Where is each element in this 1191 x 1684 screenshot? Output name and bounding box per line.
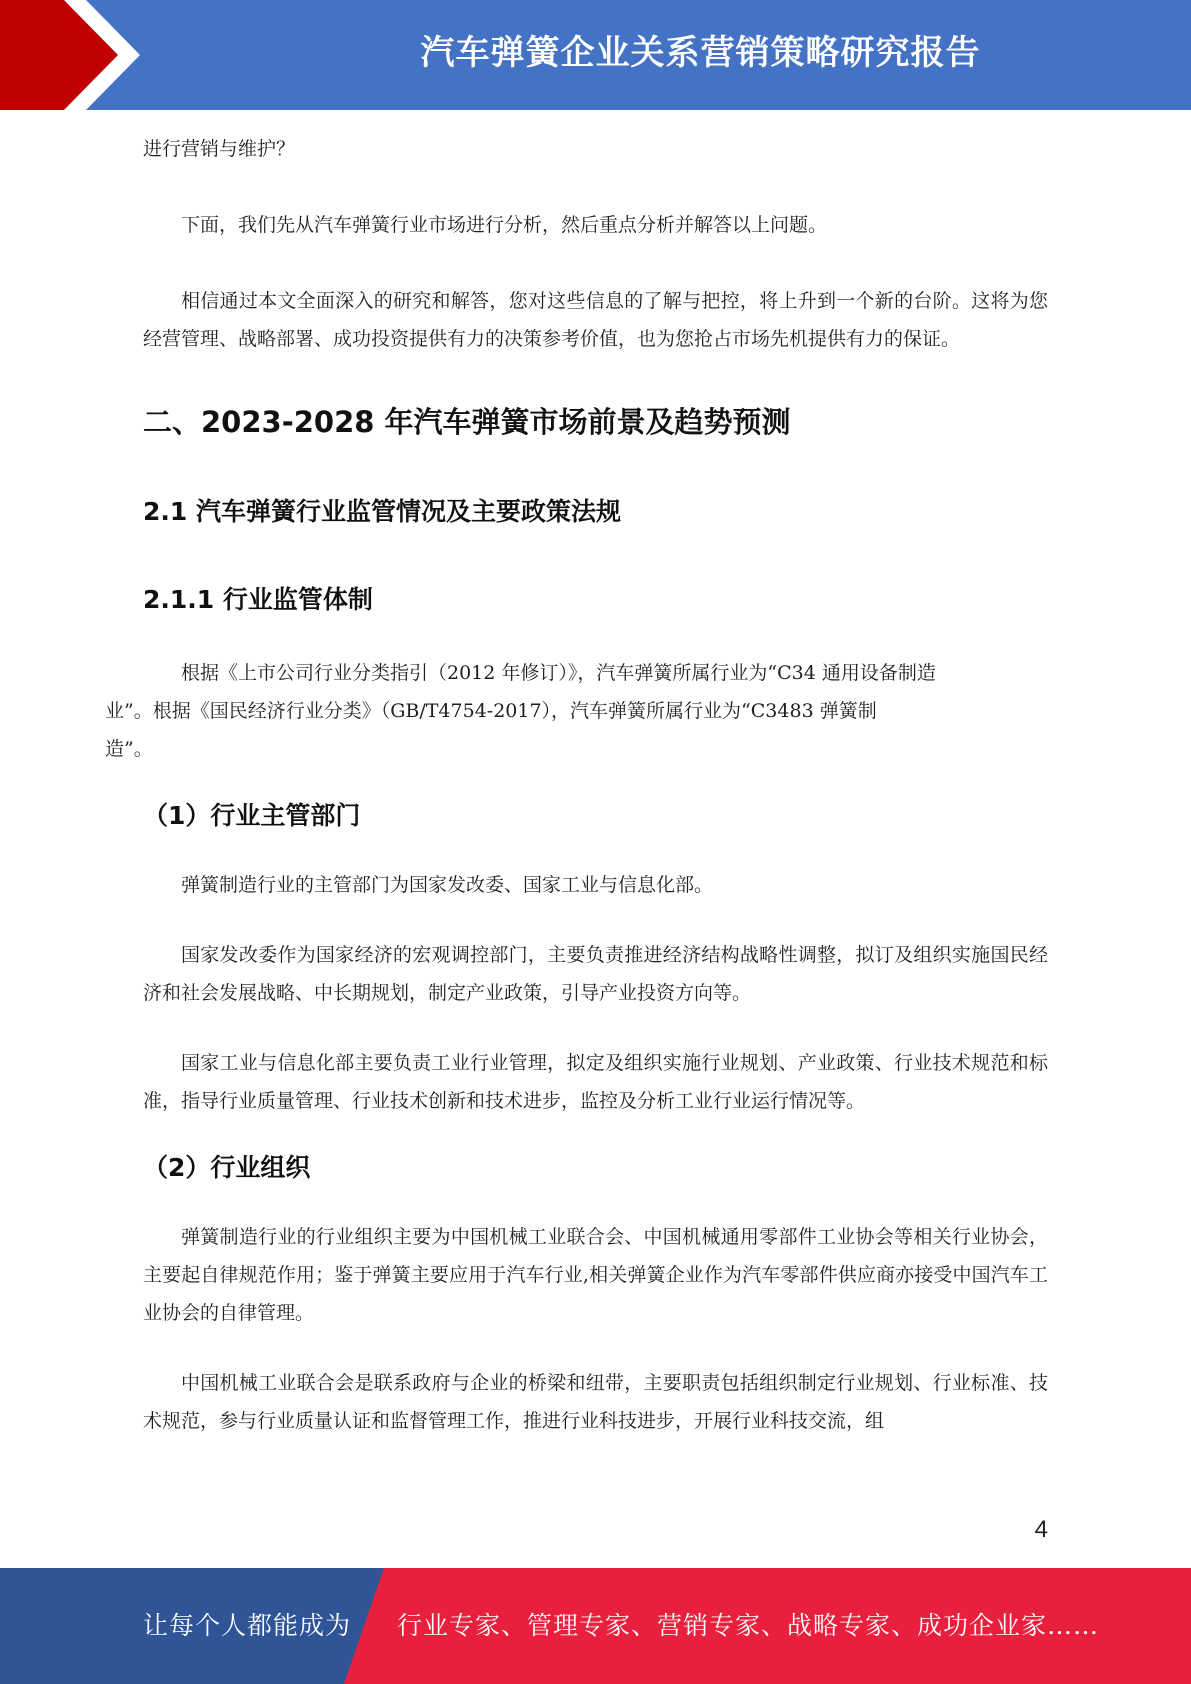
item-heading-organization: （2）行业组织 — [143, 1153, 311, 1182]
document-title: 汽车弹簧企业关系营销策略研究报告 — [420, 33, 981, 73]
paragraph-classification — [105, 654, 1048, 768]
header-arrow-decoration — [0, 0, 160, 110]
footer-roles: 行业专家、管理专家、营销专家、战略专家、成功企业家…… — [397, 1611, 1100, 1640]
page-header — [0, 0, 1191, 110]
paragraph-cmif: 中国机械工业联合会是联系政府与企业的桥梁和纽带，主要职责包括组织制定行业规划、行业标准、技术规范，参与行业质量认证和监督管理工作，推进行业科技进步，开展行业科技交流，组 — [143, 1372, 1048, 1432]
subsection-heading: 2.1 汽车弹簧行业监管情况及主要政策法规 — [143, 497, 621, 526]
paragraph-intro: 下面，我们先从汽车弹簧行业市场进行分析，然后重点分析并解答以上问题。 — [181, 214, 828, 236]
footer-slogan: 让每个人都能成为 — [143, 1611, 352, 1640]
page-content — [105, 130, 1048, 1440]
section-heading: 二、2023-2028 年汽车弹簧市场前景及趋势预测 — [143, 405, 791, 439]
classification-line-2: 业”。根据《国民经济行业分类》（GB/T4754-2017），汽车弹簧所属行业为“C3483 弹簧制 — [105, 700, 877, 722]
paragraph-benefit: 相信通过本文全面深入的研究和解答，您对这些信息的了解与把控，将上升到一个新的台阶。这将为您经营管理、战略部署、成功投资提供有力的决策参考价值，也为您抢占市场先机提供有力的保证。 — [143, 290, 1048, 350]
subsubsection-heading: 2.1.1 行业监管体制 — [143, 585, 373, 614]
paragraph-continuation: 进行营销与维护？ — [143, 138, 296, 160]
paragraph-organization: 弹簧制造行业的行业组织主要为中国机械工业联合会、中国机械通用零部件工业协会等相关行业协会，主要起自律规范作用；鉴于弹簧主要应用于汽车行业,相关弹簧企业作为汽车零部件供应商亦接受中国汽车工业协会的自律管理。 — [143, 1226, 1048, 1324]
page-number: 4 — [1034, 1516, 1048, 1543]
paragraph-authority: 弹簧制造行业的主管部门为国家发改委、国家工业与信息化部。 — [181, 874, 714, 896]
classification-line-3: 造”。 — [105, 738, 153, 760]
classification-line-1: 根据《上市公司行业分类指引（2012 年修订）》，汽车弹簧所属行业为“C34 通用设备制造 — [181, 662, 936, 684]
paragraph-ndrc: 国家发改委作为国家经济的宏观调控部门，主要负责推进经济结构战略性调整，拟订及组织实施国民经济和社会发展战略、中长期规划，制定产业政策，引导产业投资方向等。 — [143, 944, 1048, 1004]
paragraph-miit: 国家工业与信息化部主要负责工业行业管理，拟定及组织实施行业规划、产业政策、行业技术规范和标准，指导行业质量管理、行业技术创新和技术进步，监控及分析工业行业运行情况等。 — [143, 1052, 1048, 1112]
item-heading-authority: （1）行业主管部门 — [143, 801, 361, 830]
page-footer — [0, 1568, 1191, 1684]
